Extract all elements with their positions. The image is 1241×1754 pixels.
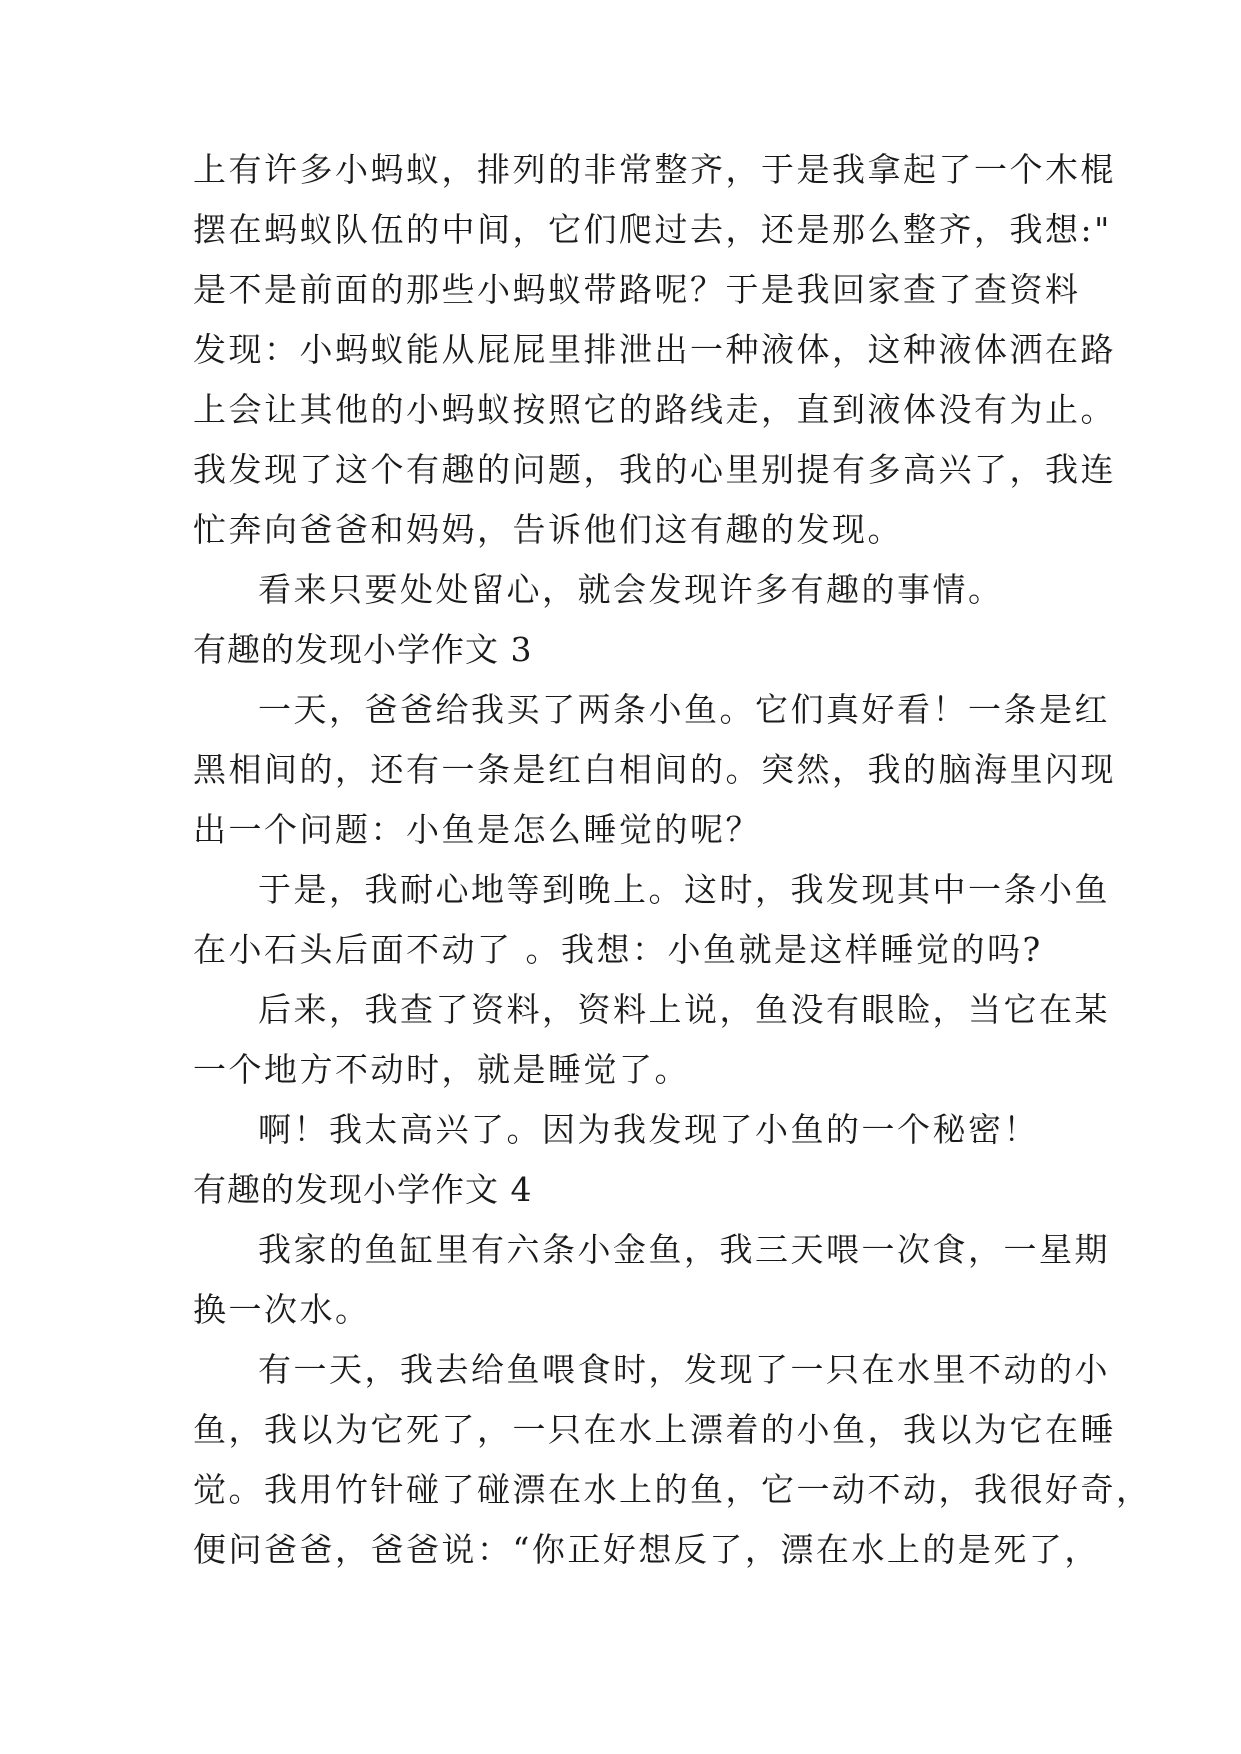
paragraph-line: 啊！我太高兴了。因为我发现了小鱼的一个秘密！: [258, 1110, 1039, 1149]
text-line: 黑相间的，还有一条是红白相间的。突然，我的脑海里闪现: [193, 750, 1116, 789]
paragraph-line: 一天，爸爸给我买了两条小鱼。它们真好看！一条是红: [258, 690, 1110, 729]
text-line: 鱼，我以为它死了，一只在水上漂着的小鱼，我以为它在睡: [193, 1410, 1116, 1449]
text-line: 出一个问题：小鱼是怎么睡觉的呢？: [193, 810, 761, 849]
text-line: 发现：小蚂蚁能从屁屁里排泄出一种液体，这种液体洒在路: [193, 330, 1116, 369]
text-line: 忙奔向爸爸和妈妈，告诉他们这有趣的发现。: [193, 510, 903, 549]
paragraph-line: 有一天，我去给鱼喂食时，发现了一只在水里不动的小: [258, 1350, 1110, 1389]
paragraph-line: 后来，我查了资料，资料上说，鱼没有眼睑，当它在某: [258, 990, 1110, 1029]
text-line: 在小石头后面不动了 。我想：小鱼就是这样睡觉的吗?: [193, 930, 1043, 969]
text-line: 摆在蚂蚁队伍的中间，它们爬过去，还是那么整齐，我想:": [193, 210, 1112, 249]
text-line: 换一次水。: [193, 1290, 371, 1329]
text-line: 上有许多小蚂蚁，排列的非常整齐，于是我拿起了一个木棍: [193, 150, 1116, 189]
text-line: 上会让其他的小蚂蚁按照它的路线走，直到液体没有为止。: [193, 390, 1116, 429]
paragraph-line: 我家的鱼缸里有六条小金鱼，我三天喂一次食，一星期: [258, 1230, 1110, 1269]
section-heading: 有趣的发现小学作文 3: [193, 630, 533, 669]
text-line: 觉。我用竹针碰了碰漂在水上的鱼，它一动不动，我很好奇，: [193, 1470, 1152, 1509]
paragraph-line: 看来只要处处留心，就会发现许多有趣的事情。: [258, 570, 1004, 609]
paragraph-line: 于是，我耐心地等到晚上。这时，我发现其中一条小鱼: [258, 870, 1110, 909]
text-line: 我发现了这个有趣的问题，我的心里别提有多高兴了，我连: [193, 450, 1116, 489]
text-line: 一个地方不动时，就是睡觉了。: [193, 1050, 690, 1089]
section-heading: 有趣的发现小学作文 4: [193, 1170, 533, 1209]
text-line: 便问爸爸，爸爸说：“你正好想反了，漂在水上的是死了，: [193, 1530, 1100, 1569]
text-line: 是不是前面的那些小蚂蚁带路呢？于是我回家查了查资料: [193, 270, 1081, 309]
